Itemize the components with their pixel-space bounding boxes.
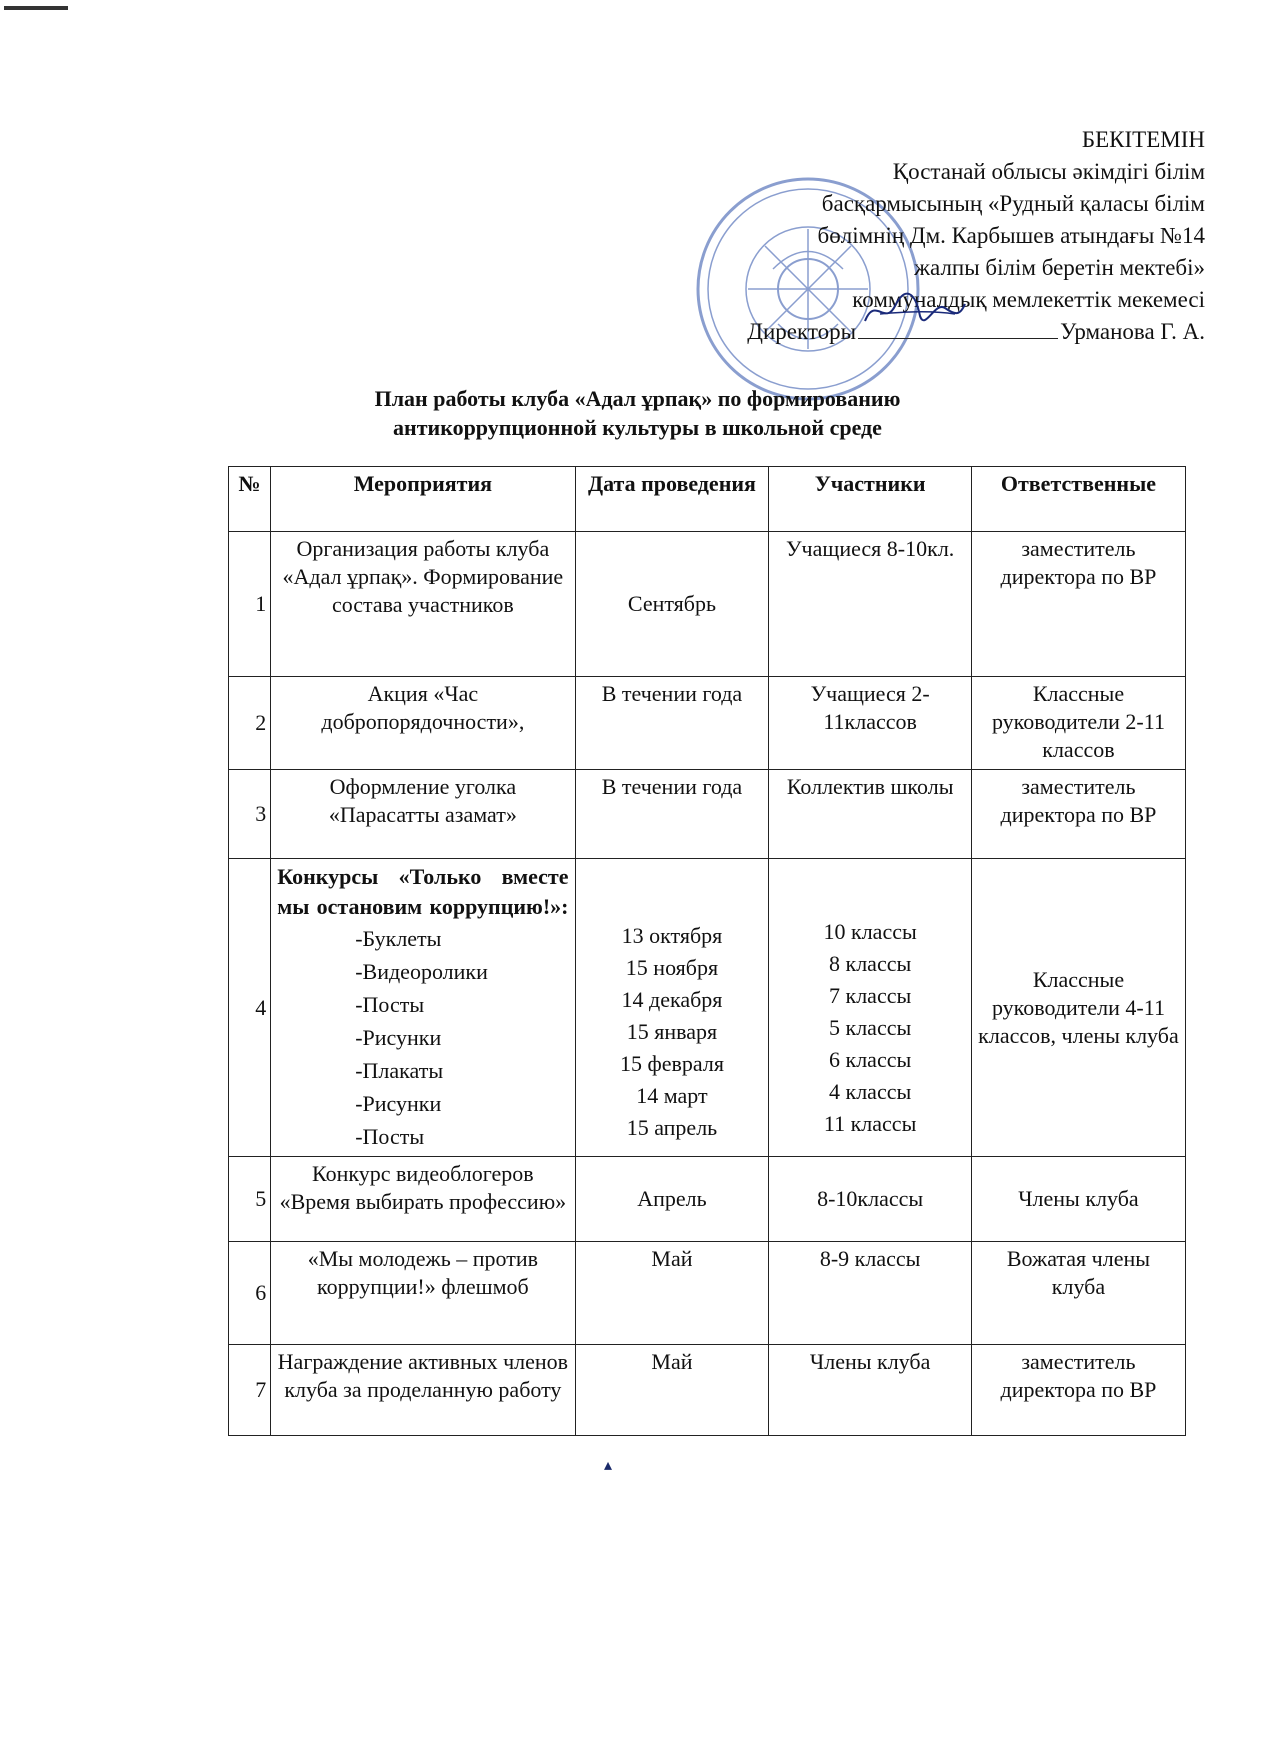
row-dates (575, 859, 769, 1157)
row-date: Апрель (575, 1157, 769, 1242)
row-responsible: Вожатая члены клуба (971, 1242, 1185, 1345)
list-item: 8 классы (829, 950, 912, 976)
row-responsible: заместитель директора по ВР (971, 532, 1185, 677)
list-item: 7 классы (829, 982, 912, 1008)
row-event: Конкурс видеоблогеров «Время выбирать профессию» (271, 1157, 575, 1242)
row-num: 7 (229, 1345, 271, 1436)
plan-table (228, 466, 1186, 1436)
list-item: 15 ноября (625, 954, 719, 980)
handwritten-signature (860, 286, 970, 336)
row-event (271, 859, 575, 1157)
header-responsible: Ответственные (971, 467, 1185, 532)
row-responsible: заместитель директора по ВР (971, 1345, 1185, 1436)
row-date: В течении года (575, 677, 769, 770)
list-item: 15 января (626, 1018, 718, 1044)
row-num: 5 (229, 1157, 271, 1242)
header-num: № (229, 467, 271, 532)
scan-edge-mark (4, 6, 68, 10)
list-item: 14 декабря (621, 986, 723, 1012)
table-header-row (229, 467, 1186, 532)
row-event: «Мы молодежь – против коррупции!» флешмоб (271, 1242, 575, 1345)
row-num: 1 (229, 532, 271, 677)
row-event: Акция «Час добропорядочности», (271, 677, 575, 770)
list-item: -Видеоролики (355, 959, 488, 984)
row-responsible: Классные руководители 2-11 классов (971, 677, 1185, 770)
list-item: 15 февраля (619, 1050, 724, 1076)
list-item: 6 классы (829, 1046, 912, 1072)
row-date: Май (575, 1345, 769, 1436)
contest-title: Конкурсы «Только вместе мы остановим коррупцию!»: (277, 864, 569, 919)
list-item: -Посты (355, 1124, 425, 1149)
header-event: Мероприятия (271, 467, 575, 532)
list-item: 11 классы (823, 1110, 917, 1136)
list-item: -Рисунки (355, 1091, 442, 1116)
contest-list (277, 922, 568, 1153)
list-item: 10 классы (823, 918, 917, 944)
row-date: Сентябрь (575, 532, 769, 677)
list-item: 14 март (636, 1082, 708, 1108)
table-row (229, 770, 1186, 859)
list-item: -Посты (355, 992, 425, 1017)
approval-line: бөлімнің Дм. Карбышев атындағы №14 (817, 223, 1205, 248)
row-responsible: заместитель директора по ВР (971, 770, 1185, 859)
row-participants: Коллектив школы (769, 770, 972, 859)
approval-heading: БЕКІТЕМІН (1081, 127, 1205, 152)
row-participants: 8-10классы (769, 1157, 972, 1242)
row-date: В течении года (575, 770, 769, 859)
table-row (229, 677, 1186, 770)
row-responsible: Члены клуба (971, 1157, 1185, 1242)
row-participants: Учащиеся 8-10кл. (769, 532, 972, 677)
table-row (229, 1157, 1186, 1242)
row-participants (769, 859, 972, 1157)
table-row (229, 1242, 1186, 1345)
list-item: -Плакаты (355, 1058, 444, 1083)
director-name: Урманова Г. А. (1060, 319, 1205, 344)
table-row (229, 532, 1186, 677)
row-responsible: Классные руководители 4-11 классов, члены клуба (971, 859, 1185, 1157)
approval-line: жалпы білім беретін мектебі» (914, 255, 1205, 280)
row-participants: 8-9 классы (769, 1242, 972, 1345)
row-num: 6 (229, 1242, 271, 1345)
row-event: Награждение активных членов клуба за проделанную работу (271, 1345, 575, 1436)
row-num: 4 (229, 859, 271, 1157)
row-date: Май (575, 1242, 769, 1345)
list-item: -Буклеты (355, 926, 442, 951)
approval-line: коммуналдық мемлекеттік мекемесі (852, 287, 1205, 312)
row-participants: Члены клуба (769, 1345, 972, 1436)
row-event: Оформление уголка «Парасатты азамат» (271, 770, 575, 859)
table-row (229, 859, 1186, 1157)
list-item: 15 апрель (626, 1114, 718, 1140)
row-num: 3 (229, 770, 271, 859)
ink-speck: ▴ (604, 1457, 613, 1474)
row-num: 2 (229, 677, 271, 770)
list-item: 4 классы (829, 1078, 912, 1104)
table-row (229, 1345, 1186, 1436)
list-item: 13 октября (621, 922, 723, 948)
list-item: 5 классы (829, 1014, 912, 1040)
document-title (0, 384, 1275, 442)
list-item: -Рисунки (355, 1025, 442, 1050)
title-line-1: План работы клуба «Адал ұрпақ» по формированию (374, 386, 901, 411)
director-label: Директоры (747, 319, 857, 344)
title-line-2: антикоррупционной культуры в школьной среде (393, 415, 882, 440)
approval-line: басқармысының «Рудный қаласы білім (821, 191, 1205, 216)
header-date: Дата проведения (575, 467, 769, 532)
approval-line: Қостанай облысы әкімдігі білім (892, 159, 1205, 184)
row-event: Организация работы клуба «Адал ұрпақ». Формирование состава участников (271, 532, 575, 677)
header-participants: Участники (769, 467, 972, 532)
row-participants: Учащиеся 2-11классов (769, 677, 972, 770)
